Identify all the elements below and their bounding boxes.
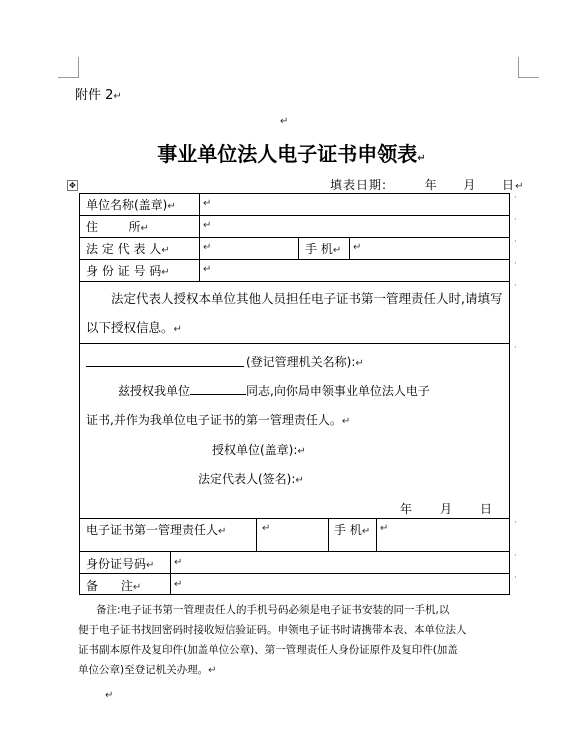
row-end-marker: · <box>514 518 517 528</box>
authorization-intro: 法定代表人授权本单位其他人员担任电子证书第一管理责任人时,请填写以下授权信息。↵ <box>86 291 503 335</box>
authorized-person-blank[interactable] <box>190 382 246 395</box>
table-row-divider <box>79 259 510 260</box>
page-corner-mark-top-right <box>518 57 539 78</box>
table-column-divider <box>170 551 171 595</box>
authority-name-blank[interactable] <box>86 366 244 367</box>
manager-label: 电子证书第一管理责任人↵ <box>86 523 227 537</box>
fill-date-day: 日 <box>502 178 516 192</box>
row-end-marker: · <box>514 281 517 291</box>
legal-rep-signature-label: 法定代表人(签名):↵ <box>198 472 304 486</box>
table-column-divider <box>256 518 257 551</box>
table-row-divider <box>79 573 510 574</box>
remark-label: 备 注↵ <box>86 579 142 593</box>
legal-rep-phone-label: 手 机↵ <box>305 242 342 256</box>
row-end-marker: · <box>514 215 517 225</box>
footnote-line: 备注:电子证书第一管理责任人的手机号码必须是电子证书安装的同一手机,以 <box>96 604 450 616</box>
authority-name-suffix: (登记管理机关名称):↵ <box>246 355 364 369</box>
legal-rep-field[interactable]: ↵ <box>203 242 212 253</box>
legal-rep-label: 法 定 代 表 人↵ <box>86 242 170 256</box>
table-column-divider <box>349 237 350 259</box>
fill-date-year: 年 <box>424 178 438 192</box>
fill-date-label: 填表日期: <box>330 178 388 192</box>
remark-field[interactable]: ↵ <box>174 579 183 590</box>
authorization-body-line-2: 证书,并作为我单位电子证书的第一管理责任人。↵ <box>86 413 351 427</box>
authorization-date: 年 月 日 <box>400 502 493 516</box>
paragraph-mark: ↵ <box>113 91 122 102</box>
row-end-marker: · <box>514 551 517 561</box>
row-end-marker: · <box>514 237 517 247</box>
table-column-divider <box>199 193 200 281</box>
paragraph-mark: ↵ <box>280 116 289 127</box>
unit-name-field[interactable]: ↵ <box>203 198 212 209</box>
table-row-divider <box>79 215 510 216</box>
page-corner-mark-top-left <box>58 57 79 78</box>
table-row-divider <box>79 237 510 238</box>
row-end-marker: · <box>514 343 517 353</box>
footnote-line: 证书副本原件及复印件(加盖单位公章)、第一管理责任人身份证原件及复印件(加盖 <box>78 644 458 656</box>
attachment-label <box>75 84 122 103</box>
footnote-line: 便于电子证书找回密码时接收短信验证码。申领电子证书时请携带本表、本单位法人 <box>78 624 467 636</box>
manager-id-field[interactable]: ↵ <box>174 557 183 568</box>
address-label: 住 所↵ <box>86 220 149 234</box>
id-number-label: 身 份 证 号 码↵ <box>86 264 170 278</box>
manager-phone-field[interactable]: ↵ <box>380 523 389 534</box>
table-row-divider <box>79 281 510 282</box>
table-column-divider <box>298 237 299 259</box>
form-title <box>0 138 583 167</box>
row-end-marker: · <box>514 259 517 269</box>
unit-name-label: 单位名称(盖章)↵ <box>86 198 176 212</box>
table-column-divider <box>376 518 377 551</box>
fill-date-row <box>330 176 524 193</box>
address-field[interactable]: ↵ <box>203 220 212 231</box>
footnote <box>78 600 518 681</box>
table-row-divider <box>79 551 510 552</box>
manager-id-label: 身份证号码↵ <box>86 557 155 571</box>
legal-rep-phone-field[interactable]: ↵ <box>353 242 362 253</box>
attachment-text: 附件 2 <box>75 88 114 103</box>
paragraph-mark: ↵ <box>105 690 114 701</box>
paragraph-mark: ↵ <box>515 181 525 192</box>
footnote-line: 单位公章)至登记机关办理。↵ <box>78 664 217 676</box>
table-column-divider <box>328 518 329 551</box>
table-move-handle-icon[interactable]: ✥ <box>67 180 78 191</box>
fill-date-month: 月 <box>463 178 477 192</box>
manager-field[interactable]: ↵ <box>262 523 271 534</box>
manager-phone-label: 手 机↵ <box>334 523 371 537</box>
row-end-marker: · <box>514 573 517 583</box>
row-end-marker: · <box>514 193 517 203</box>
authorizing-unit-seal-label: 授权单位(盖章):↵ <box>212 443 306 457</box>
paragraph-mark: ↵ <box>417 153 426 164</box>
id-number-field[interactable]: ↵ <box>203 264 212 275</box>
authorization-body-line-1: 兹授权我单位 同志,向你局申领事业单位法人电子 <box>118 384 430 398</box>
form-title-text: 事业单位法人电子证书申领表 <box>157 142 418 166</box>
table-row-divider <box>79 518 510 519</box>
